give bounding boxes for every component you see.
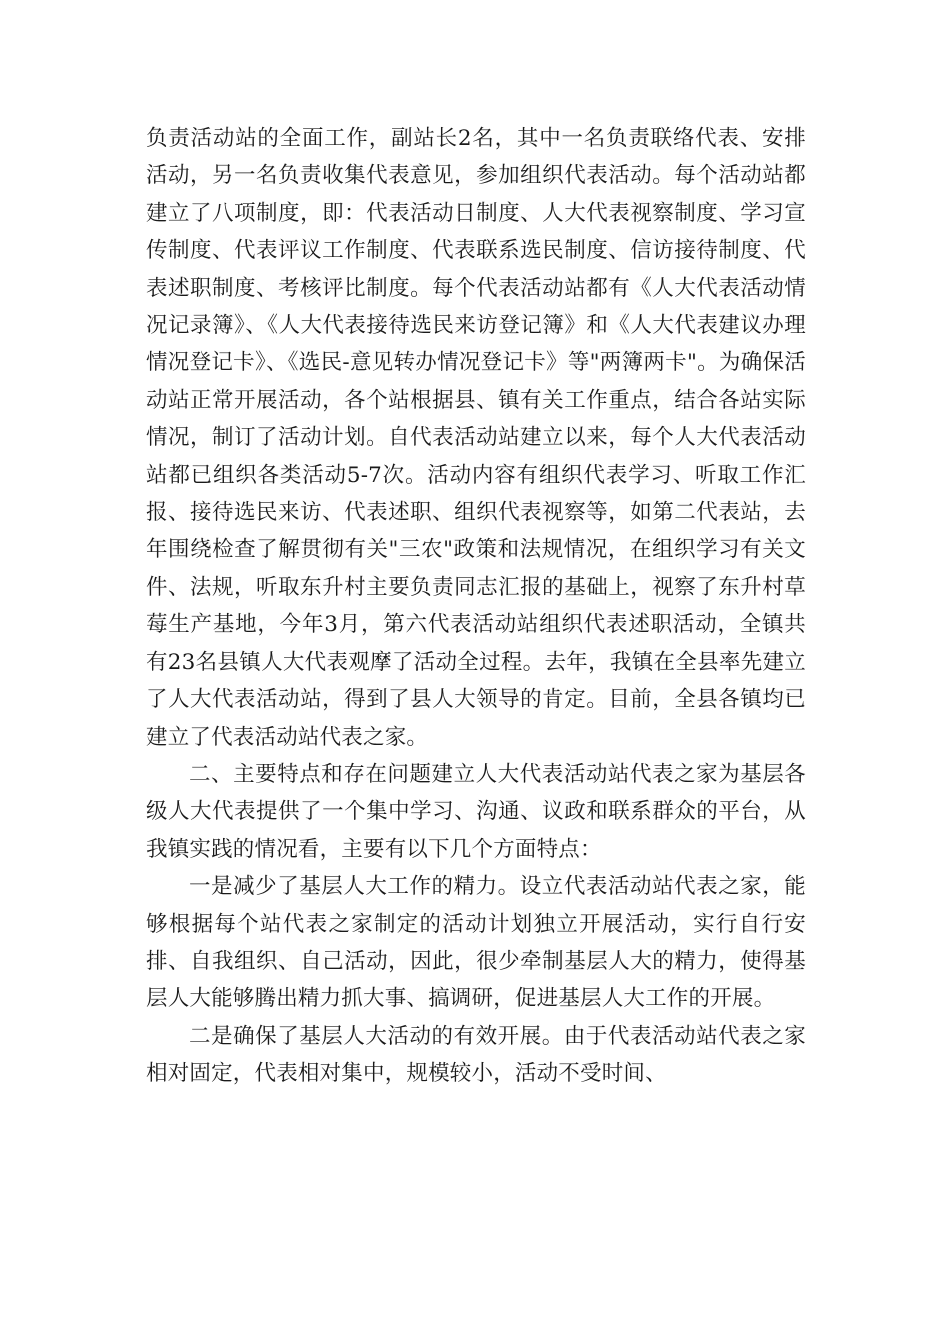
paragraph-continuation: 负责活动站的全面工作，副站长2名，其中一名负责联络代表、安排活动，另一名负责收集代表意见，参加组织代表活动。每个活动站都建立了八项制度，即：代表活动日制度、人大代表视察制度、学习宣传制度、代表评议工作制度、代表联系选民制度、信访接待制度、代表述职制度、考核评比制度。每个代表活动站都有《人大代表活动情况记录簿》、《人大代表接待选民来访登记簿》和《人大代表建议办理情况登记卡》、《选民-意见转办情况登记卡》等"两簿两卡"。为确保活动站正常开展活动，各个站根据县、镇有关工作重点，结合各站实际情况，制订了活动计划。自代表活动站建立以来，每个人大代表活动站都已组织各类活动5-7次。活动内容有组织代表学习、听取工作汇报、接待选民来访、代表述职、组织代表视察等，如第二代表站，去年围绕检查了解贯彻有关"三农"政策和法规情况，在组织学习有关文件、法规，听取东升村主要负责同志汇报的基础上，视察了东升村草莓生产基地，今年3月，第六代表活动站组织代表述职活动，全镇共有23名县镇人大代表观摩了活动全过程。去年，我镇在全县率先建立了人大代表活动站，得到了县人大领导的肯定。目前，全县各镇均已建立了代表活动站代表之家。 xyxy=(146,126,806,750)
paragraph-point-two: 二是确保了基层人大活动的有效开展。由于代表活动站代表之家相对固定，代表相对集中，规模较小，活动不受时间、 xyxy=(146,1023,806,1087)
paragraph-point-one: 一是减少了基层人大工作的精力。设立代表活动站代表之家，能够根据每个站代表之家制定的活动计划独立开展活动，实行自行安排、自我组织、自己活动，因此，很少牵制基层人大的精力，使得基层人大能够腾出精力抓大事、搞调研，促进基层人大工作的开展。 xyxy=(146,874,806,1012)
paragraph-section-two: 二、主要特点和存在问题建立人大代表活动站代表之家为基层各级人大代表提供了一个集中学习、沟通、议政和联系群众的平台，从我镇实践的情况看，主要有以下几个方面特点： xyxy=(146,761,806,862)
document-body xyxy=(146,120,806,1093)
